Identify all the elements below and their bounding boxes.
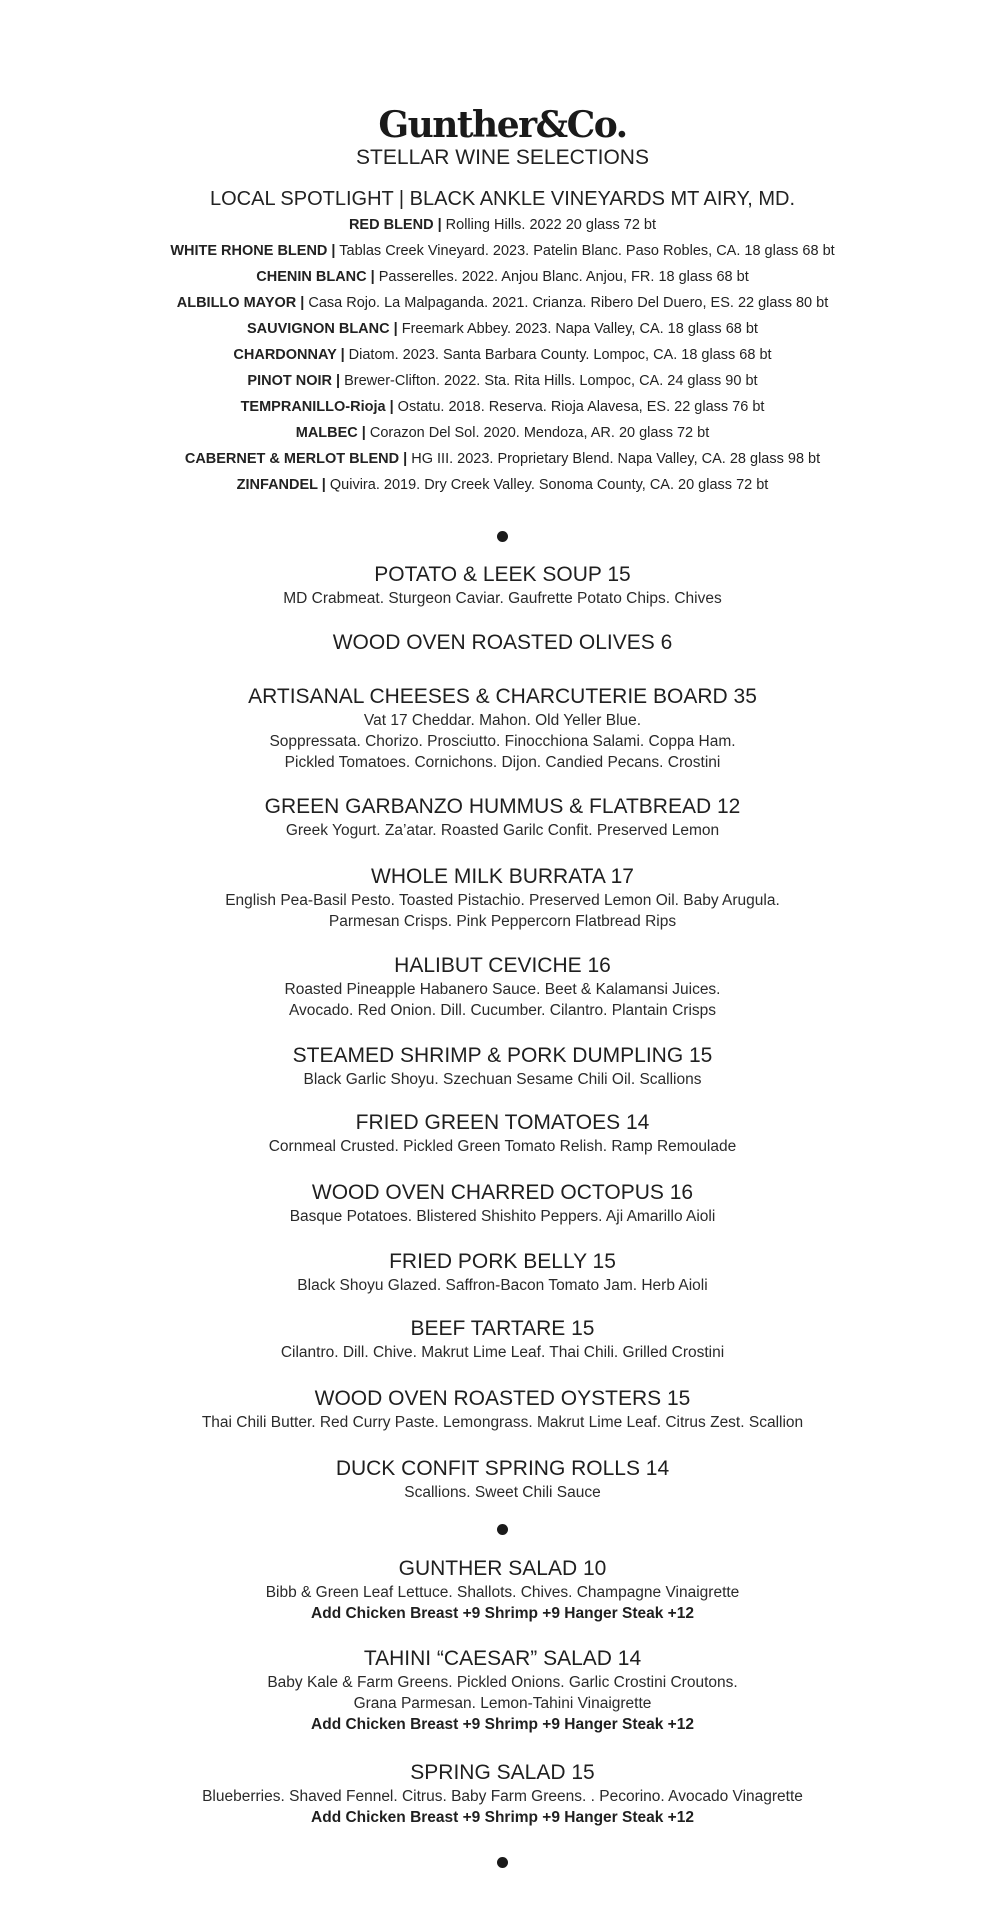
local-spotlight-heading: LOCAL SPOTLIGHT | BLACK ANKLE VINEYARDS MT AIRY, MD.	[209, 188, 796, 210]
wine-detail: Quivira. 2019. Dry Creek Valley. Sonoma County, CA. 20 glass 72 bt	[325, 477, 769, 493]
wine-row	[0, 396, 1005, 422]
item-description: Greek Yogurt. Za’atar. Roasted Garilc Confit. Preserved Lemon	[285, 822, 720, 839]
item-addons: Add Chicken Breast +9 Shrimp +9 Hanger Steak +12	[311, 1605, 694, 1622]
item-name: WOOD OVEN ROASTED OLIVES 6	[332, 631, 673, 654]
menu-item	[0, 1316, 1005, 1363]
item-name: POTATO & LEEK SOUP 15	[374, 563, 631, 586]
item-description: Parmesan Crisps. Pink Peppercorn Flatbread Rips	[328, 913, 677, 930]
salad-item	[0, 1760, 1005, 1828]
menu-item	[0, 864, 1005, 932]
wine-varietal: CABERNET & MERLOT BLEND |	[184, 451, 408, 467]
wine-varietal: TEMPRANILLO-Rioja |	[240, 399, 394, 415]
item-description: Baby Kale & Farm Greens. Pickled Onions. Garlic Crostini Croutons.	[267, 1674, 738, 1691]
wine-varietal: MALBEC |	[295, 425, 366, 441]
menu-item	[0, 794, 1005, 841]
wine-row	[0, 422, 1005, 448]
item-description: English Pea-Basil Pesto. Toasted Pistachio. Preserved Lemon Oil. Baby Arugula.	[225, 892, 780, 909]
wine-row	[0, 448, 1005, 474]
item-name: TAHINI “CAESAR” SALAD 14	[363, 1647, 642, 1670]
wine-row	[0, 370, 1005, 396]
wine-varietal: RED BLEND |	[348, 217, 442, 233]
item-name: GUNTHER SALAD 10	[398, 1557, 607, 1580]
item-name: WOOD OVEN ROASTED OYSTERS 15	[314, 1387, 691, 1410]
item-description: Black Garlic Shoyu. Szechuan Sesame Chili Oil. Scallions	[303, 1071, 702, 1088]
item-name: GREEN GARBANZO HUMMUS & FLATBREAD 12	[264, 795, 741, 818]
wine-row	[0, 240, 1005, 266]
wine-varietal: CHENIN BLANC |	[256, 269, 375, 285]
item-description: Avocado. Red Onion. Dill. Cucumber. Cilantro. Plantain Crisps	[288, 1002, 717, 1019]
item-description: Thai Chili Butter. Red Curry Paste. Lemongrass. Makrut Lime Leaf. Citrus Zest. Scallion	[201, 1414, 804, 1431]
item-description: Blueberries. Shaved Fennel. Citrus. Baby Farm Greens. . Pecorino. Avocado Vinagrette	[202, 1788, 803, 1805]
divider-dot-3	[497, 1857, 508, 1868]
item-description: Pickled Tomatoes. Cornichons. Dijon. Candied Pecans. Crostini	[284, 754, 721, 771]
wine-varietal: ALBILLO MAYOR |	[176, 295, 305, 311]
item-description: Scallions. Sweet Chili Sauce	[404, 1484, 601, 1501]
item-description: Basque Potatoes. Blistered Shishito Peppers. Aji Amarillo Aioli	[289, 1208, 716, 1225]
wine-row	[0, 474, 1005, 500]
wine-varietal: CHARDONNAY |	[233, 347, 345, 363]
item-name: SPRING SALAD 15	[410, 1761, 595, 1784]
menu-item	[0, 1456, 1005, 1503]
logo: Gunther&Co.	[378, 104, 627, 146]
wine-detail: Tablas Creek Vineyard. 2023. Patelin Blanc. Paso Robles, CA. 18 glass 68 bt	[335, 243, 835, 259]
wine-varietal: WHITE RHONE BLEND |	[170, 243, 336, 259]
menu-item	[0, 684, 1005, 773]
item-description: Cornmeal Crusted. Pickled Green Tomato Relish. Ramp Remoulade	[268, 1138, 737, 1155]
menu-item	[0, 1110, 1005, 1157]
wine-detail: Casa Rojo. La Malpaganda. 2021. Crianza. Ribero Del Duero, ES. 22 glass 80 bt	[304, 295, 829, 311]
menu-item	[0, 630, 1005, 656]
item-name: ARTISANAL CHEESES & CHARCUTERIE BOARD 35	[248, 685, 757, 708]
wine-row	[0, 266, 1005, 292]
item-name: FRIED PORK BELLY 15	[389, 1250, 616, 1273]
wine-detail: Ostatu. 2018. Reserva. Rioja Alavesa, ES. 22 glass 76 bt	[393, 399, 765, 415]
item-description: Cilantro. Dill. Chive. Makrut Lime Leaf. Thai Chili. Grilled Crostini	[280, 1344, 725, 1361]
wine-detail: HG III. 2023. Proprietary Blend. Napa Valley, CA. 28 glass 98 bt	[407, 451, 821, 467]
item-name: BEEF TARTARE 15	[410, 1317, 595, 1340]
item-addons: Add Chicken Breast +9 Shrimp +9 Hanger Steak +12	[311, 1809, 694, 1826]
salad-item	[0, 1556, 1005, 1624]
item-name: WHOLE MILK BURRATA 17	[371, 865, 634, 888]
wine-detail: Freemark Abbey. 2023. Napa Valley, CA. 18 glass 68 bt	[397, 321, 758, 337]
menu-item	[0, 1386, 1005, 1433]
item-name: FRIED GREEN TOMATOES 14	[355, 1111, 650, 1134]
item-name: DUCK CONFIT SPRING ROLLS 14	[335, 1457, 670, 1480]
item-description: Vat 17 Cheddar. Mahon. Old Yeller Blue.	[363, 712, 642, 729]
wine-detail: Rolling Hills. 2022 20 glass 72 bt	[441, 217, 657, 233]
wine-varietal: PINOT NOIR |	[247, 373, 341, 389]
item-description: Soppressata. Chorizo. Prosciutto. Finocchiona Salami. Coppa Ham.	[269, 733, 736, 750]
item-description: MD Crabmeat. Sturgeon Caviar. Gaufrette Potato Chips. Chives	[283, 590, 722, 607]
wine-row	[0, 344, 1005, 370]
wine-varietal: SAUVIGNON BLANC |	[247, 321, 398, 337]
item-addons: Add Chicken Breast +9 Shrimp +9 Hanger Steak +12	[311, 1716, 694, 1733]
wine-detail: Corazon Del Sol. 2020. Mendoza, AR. 20 glass 72 bt	[365, 425, 710, 441]
wine-detail: Diatom. 2023. Santa Barbara County. Lompoc, CA. 18 glass 68 bt	[344, 347, 772, 363]
item-description: Black Shoyu Glazed. Saffron-Bacon Tomato Jam. Herb Aioli	[297, 1277, 708, 1294]
item-name: WOOD OVEN CHARRED OCTOPUS 16	[311, 1181, 694, 1204]
menu-item	[0, 1249, 1005, 1296]
item-description: Roasted Pineapple Habanero Sauce. Beet & Kalamansi Juices.	[284, 981, 721, 998]
wine-list	[0, 214, 1005, 500]
wine-detail: Brewer-Clifton. 2022. Sta. Rita Hills. Lompoc, CA. 24 glass 90 bt	[340, 373, 758, 389]
divider-dot-2	[497, 1524, 508, 1535]
wine-row	[0, 318, 1005, 344]
wine-row	[0, 292, 1005, 318]
item-description: Bibb & Green Leaf Lettuce. Shallots. Chives. Champagne Vinaigrette	[265, 1584, 740, 1601]
wine-row	[0, 214, 1005, 240]
salad-item	[0, 1646, 1005, 1735]
wine-varietal: ZINFANDEL |	[236, 477, 326, 493]
menu-item	[0, 562, 1005, 609]
divider-dot-1	[497, 531, 508, 542]
item-name: STEAMED SHRIMP & PORK DUMPLING 15	[292, 1044, 713, 1067]
item-description: Grana Parmesan. Lemon-Tahini Vinaigrette	[353, 1695, 652, 1712]
menu-item	[0, 1180, 1005, 1227]
item-name: HALIBUT CEVICHE 16	[394, 954, 611, 977]
wine-detail: Passerelles. 2022. Anjou Blanc. Anjou, FR. 18 glass 68 bt	[374, 269, 749, 285]
menu-item	[0, 953, 1005, 1021]
menu-item	[0, 1043, 1005, 1090]
menu-subtitle: STELLAR WINE SELECTIONS	[356, 146, 649, 169]
